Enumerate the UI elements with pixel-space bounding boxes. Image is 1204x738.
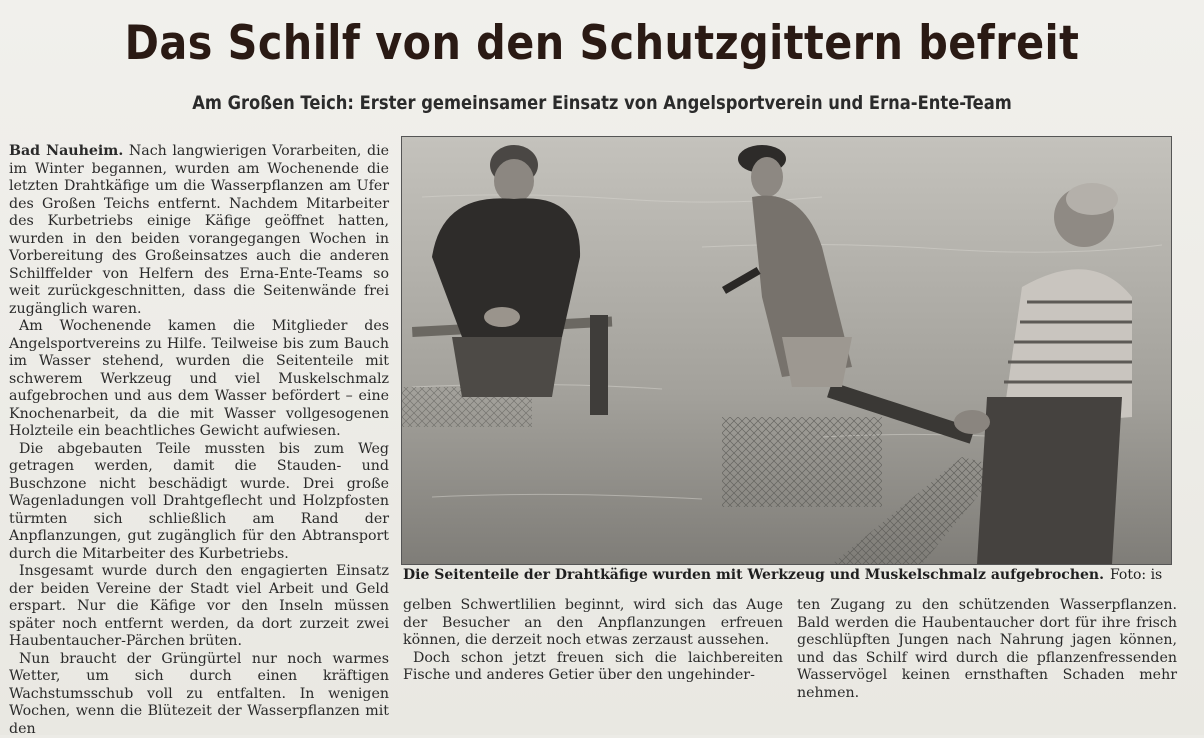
photo-illustration — [402, 137, 1171, 564]
paragraph — [9, 143, 389, 318]
photo-credit: Foto: is — [1110, 567, 1162, 583]
subheadline: Am Großen Teich: Erster gemeinsamer Einsatz von Angelsportverein und Erna-Ente-Team — [84, 92, 1119, 114]
article-column-1 — [9, 143, 389, 738]
paragraph: Insgesamt wurde durch den engagierten Einsatz der beiden Vereine der Stadt viel Arbeit und Geld erspart. Nur die Käfige vor den Inseln müssen später noch entfernt werden, da dort zurzeit zwei Haubentaucher-Pärchen brüten. — [9, 563, 389, 651]
paragraph: ten Zugang zu den schützenden Wasserpflanzen. Bald werden die Haubentaucher dort für ihre frisch geschlüpften Jungen nach Nahrung jagen können, und das Schilf wird durch die pflanzenfressenden Wasservögel keinen ernsthaften Schaden mehr nehmen. — [797, 597, 1177, 702]
article-column-2 — [403, 597, 783, 685]
photo-caption — [403, 567, 1193, 583]
paragraph: gelben Schwertlilien beginnt, wird sich das Auge der Besucher an den Anpflanzungen erfreuen können, die derzeit noch etwas zerzaust aussehen. — [403, 597, 783, 650]
dateline: Bad Nauheim. — [9, 143, 123, 159]
paragraph-text: Nach langwierigen Vorarbeiten, die im Winter begannen, wurden am Wochenende die letzten Drahtkäfige um die Wasserpflanzen am Ufer des Großen Teichs entfernt. Nachdem Mitarbeiter des Kurbetriebs einige Käfige geöffnet hatten, wurden in den beiden vorangegangen Wochen in Vorbereitung des Großeinsatzes auch die anderen Schilffelder von Helfern des Erna-Ente-Teams so weit zurückgeschnitten, dass die Seitenwände frei zugänglich waren. — [9, 143, 389, 317]
paragraph: Am Wochenende kamen die Mitglieder des Angelsportvereins zu Hilfe. Teilweise bis zum Bauch im Wasser stehend, wurden die Seitenteile mit schwerem Werkzeug und viel Muskelschmalz aufgebrochen und aus dem Wasser befördert – eine Knochenarbeit, da die mit Wasser vollgesogenen Holzteile ein beachtliches Gewicht aufwiesen. — [9, 318, 389, 441]
paragraph: Nun braucht der Grüngürtel nur noch warmes Wetter, um sich durch einen kräftigen Wachstumsschub voll zu entfalten. In wenigen Wochen, wenn die Blütezeit der Wasserpflanzen mit den — [9, 651, 389, 738]
headline: Das Schilf von den Schutzgittern befreit — [72, 16, 1132, 71]
caption-text: Die Seitenteile der Drahtkäfige wurden mit Werkzeug und Muskelschmalz aufgebrochen. — [403, 567, 1104, 583]
article-photo — [401, 136, 1172, 565]
paragraph: Die abgebauten Teile mussten bis zum Weg getragen werden, damit die Stauden- und Buschzone nicht beschädigt wurde. Drei große Wagenladungen voll Drahtgeflecht und Holzpfosten türmten sich schließlich am Rand der Anpflanzungen, gut zugänglich für den Abtransport durch die Mitarbeiter des Kurbetriebs. — [9, 441, 389, 564]
article-column-3 — [797, 597, 1177, 702]
paragraph: Doch schon jetzt freuen sich die laichbereiten Fische und anderes Getier über den ungehinder- — [403, 650, 783, 685]
